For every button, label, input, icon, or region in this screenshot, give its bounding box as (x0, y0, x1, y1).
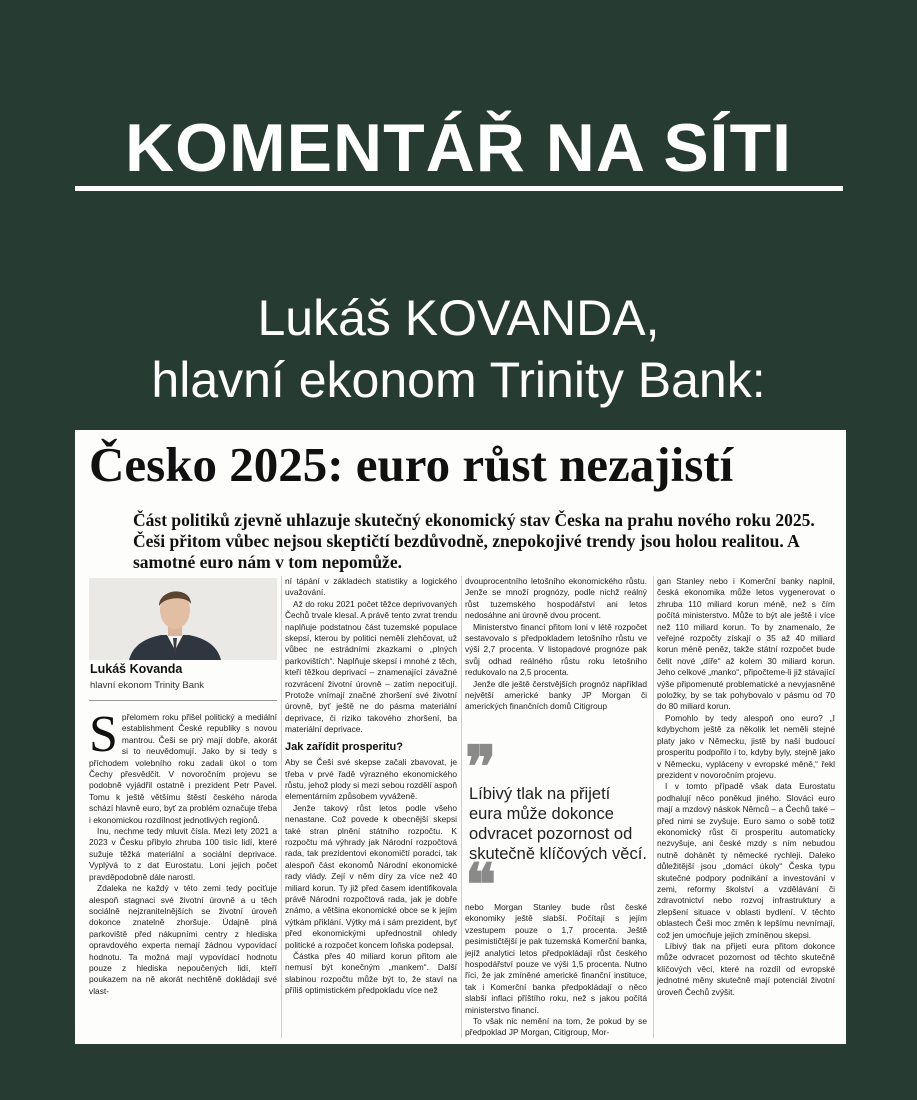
paragraph: I v tomto případě však data Eurostatu podhalují něco poněkud jiného. Slováci euro mají a mzdový náskok Němců – a Čechů také – před nimi se zvyšuje. Euro samo o sobě totiž ekonomický růst či prosperitu automaticky nezvyšuje, ani české mzdy s ním nebudou nutně dohánět ty německé rychleji. Daleko důležitější jsou „domácí úkoly“ Česka typu skutečné podpory podnikání a investování v zemi, reformy školství a vzdělávání či zdravotnictví nebo rozvoj infrastruktury a zlepšení situace v oblasti bydlení. V těchto oblastech Češi moc změn k lepšímu nevnímají, což jen umocňuje jejich zmíněnou skepsi. (657, 781, 835, 940)
paragraph: Pomohlo by tedy alespoň ono euro? „I kdybychom ještě za několik let neměli stejné platy jako v Německu, jistě by naší budoucí prosperitu podpořilo i to, kdyby byly, stejně jako v Německu, vypláceny v evropské měně,“ řekl prezident v novoročním projevu. (657, 712, 835, 780)
column-2 (285, 576, 457, 997)
photo-caption-name: Lukáš Kovanda (90, 662, 183, 676)
author-photo (89, 578, 277, 660)
paragraph: ní tápání v základech statistiky a logického uvažování. (285, 576, 457, 598)
newspaper-clipping (75, 430, 846, 1044)
column-divider (653, 576, 654, 1038)
paragraph: přelomem roku přišel politický a mediální establishment České republiky s novou mantrou. Češi se prý mají dobře, akorát si to neuvědomují. Jako by si tedy s příchodem volebního roku zadali úkol o tom Čechy přesvědčit. V novoročním projevu se podobně vyjádřil ostatně i prezident Petr Pavel. Tomu k ještě většímu štěstí českého národa schází hlavně euro, byť za problém označuje třeba i ekonomickou rozdílnost jednotlivých regionů. (89, 712, 277, 825)
quote-close-icon: ❝ (465, 853, 497, 918)
quote-open-icon: ❞ (465, 735, 497, 800)
paragraph: Líbivý tlak na přijetí eura přitom dokonce může odvracet pozornost od těchto skutečně klíčových věcí, které na rozdíl od evropské jednotné měny skutečně mají potenciál životní úroveň Čechů zvýšit. (657, 941, 835, 997)
paragraph: Aby se Češi své skepse začali zbavovat, je třeba v prvé řadě výrazného ekonomického růstu, jehož plody si mezi sebou rozdělí aspoň elementárním způsobem vyváženě. (285, 757, 457, 802)
paragraph: Zdaleka ne každý v této zemi tedy pociťuje alespoň stagnaci své životní úrovně a u těch sociálně nejzranitelnějších se životní úroveň dokonce znatelně zhoršuje. Údajně plná parkoviště před nákupními centry z hlediska opravdového experta nemají žádnou vypovídací hodnotu. Ta možná mají vypovídací hodnotu pouze z hlediska nepoučených lidí, kteří poukazem na ně akorát nechtěně dokládají své vlast- (89, 883, 277, 996)
subheading: Jak zařídit prosperitu? (285, 740, 403, 753)
column-3-top (465, 576, 647, 713)
paragraph: Až do roku 2021 počet těžce deprivovaných Čechů trvale klesal. A právě tento zvrat trendu naplňuje podstatnou část tuzemské populace skepsí, kterou by politici neměli zlehčovat, už vůbec ne estrádními zkazkami o „plných parkovištích“. Naplňuje skepsí i mnohé z těch, kteří těžkou deprivací – znamenající závažné rozvrácení životní úrovně – zatím nepociťují. Protože vnímají značné zhoršení své životní úrovně, byť ještě ne do pásma materiální deprivace, či riziko takového zhoršení, ba materiální deprivace. (285, 598, 457, 735)
column-1 (89, 706, 277, 997)
author-name: Lukáš KOVANDA, (257, 290, 660, 346)
banner-title: KOMENTÁŘ NA SÍTI (124, 110, 792, 186)
photo-caption-role: hlavní ekonom Trinity Bank (90, 680, 205, 691)
paragraph: Ministerstvo financí přitom loni v létě rozpočet sestavovalo s předpokladem letošního růstu ve výši 2,7 procenta. V listopadové prognóze pak svůj odhad reálného růstu roku letošního redukovalo na 2,5 procenta. (465, 621, 647, 678)
paragraph: dvouprocentního letošního ekonomického růstu. Jenže se množí prognózy, podle nichž reálný růst tuzemského hospodářství ani letos nedosáhne ani úrovně dvou procent. (465, 576, 647, 621)
dropcap: S (89, 706, 118, 763)
caption-divider (89, 700, 277, 701)
column-divider (281, 576, 282, 1038)
article-lead: Část politiků zjevně uhlazuje skutečný ekonomický stav Česka na prahu nového roku 2025. Češi přitom vůbec nejsou skeptičtí bezdůvodně, znepokojivé trendy jsou holou realitou. A samotné euro nám v tom nepomůže. (133, 510, 815, 572)
paragraph: gan Stanley nebo i Komerční banky naplnil, česká ekonomika může letos vygenerovat o zhruba 110 miliard korun méně, než s čím počítá ministerstvo. Může to být ale ještě i více než 110 miliard korun. To by znamenalo, že veřejné rozpočty získají o 35 až 40 miliard korun méně peněz, takže státní rozpočet bude čelit nové „díře“ až kolem 30 miliard korun. Jeho celkové „manko“, připočteme-li již stávající výše připomenuté problematické a nevyjasněné položky, by se tak pohybovalo v pásmu od 70 do 80 miliard korun. (657, 576, 835, 712)
paragraph: To však nic nemění na tom, že pokud by se předpoklad JP Morgan, Citigroup, Mor- (465, 1016, 647, 1038)
pull-quote-text: Líbivý tlak na přijetí eura může dokonce odvracet pozornost od skutečně klíčových věcí. (469, 785, 647, 863)
paragraph: Jenže takový růst letos podle všeho nenastane. Což povede k obecnější skepsi také stran plnění státního rozpočtu. K rozpočtu má výhrady jak Národní rozpočtová rada, tak prezidentovi ekonomičtí poradci, tak alespoň část ekonomů Národní ekonomické rady vlády. Zejí v něm díry za více než 40 miliard korun. Ty již před časem identifikovala právě Národní rozpočtová rada, jak je dobře známo, a většina ekonomické obce se k jejím výtkám přiklání. Výtky má i sám prezident, byť před ekonomickými upřednostnil ohledy politické a rozpočet koncem loňska podepsal. (285, 802, 457, 950)
paragraph: Inu, nechme tedy mluvit čísla. Mezi lety 2021 a 2023 v Česku přibylo zhruba 100 tisíc lidí, které sužuje těžká materiální a sociální deprivace. Vyplývá to z dat Eurostatu. Loni jejich počet pravděpodobně dále narostl. (89, 826, 277, 882)
author-title: hlavní ekonom Trinity Bank: (151, 352, 766, 408)
paragraph: Částka přes 40 miliard korun přitom ale nemusí být konečným „mankem“. Další slabinou rozpočtu může být to, že staví na příliš optimistickém předpokladu více než (285, 951, 457, 996)
column-3-bottom (465, 902, 647, 1039)
column-divider (461, 576, 462, 1038)
title-underline (75, 186, 843, 191)
paragraph: nebo Morgan Stanley bude růst české ekonomiky ještě slabší. Počítají s jejím vzestupem pouze o 1,7 procenta. Ještě pesimističtější je pak tuzemská Komerční banka, jejíž analytici letos předpokládají růst českého hospodářství pouze ve výši 1,5 procenta. Nutno říci, že jak zmíněné americké finanční instituce, tak i Komerční banka předpokládají o něco slabší inflaci příštího roku, než s jakou počítá ministerstvo financí. (465, 902, 647, 1015)
article-headline: Česko 2025: euro růst nezajistí (89, 437, 734, 492)
pull-quote (465, 735, 647, 918)
paragraph: Jenže dle ještě čerstvějších prognóz například největší americké banky JP Morgan či amerických finančních domů Citigroup (465, 678, 647, 712)
column-4 (657, 576, 835, 998)
